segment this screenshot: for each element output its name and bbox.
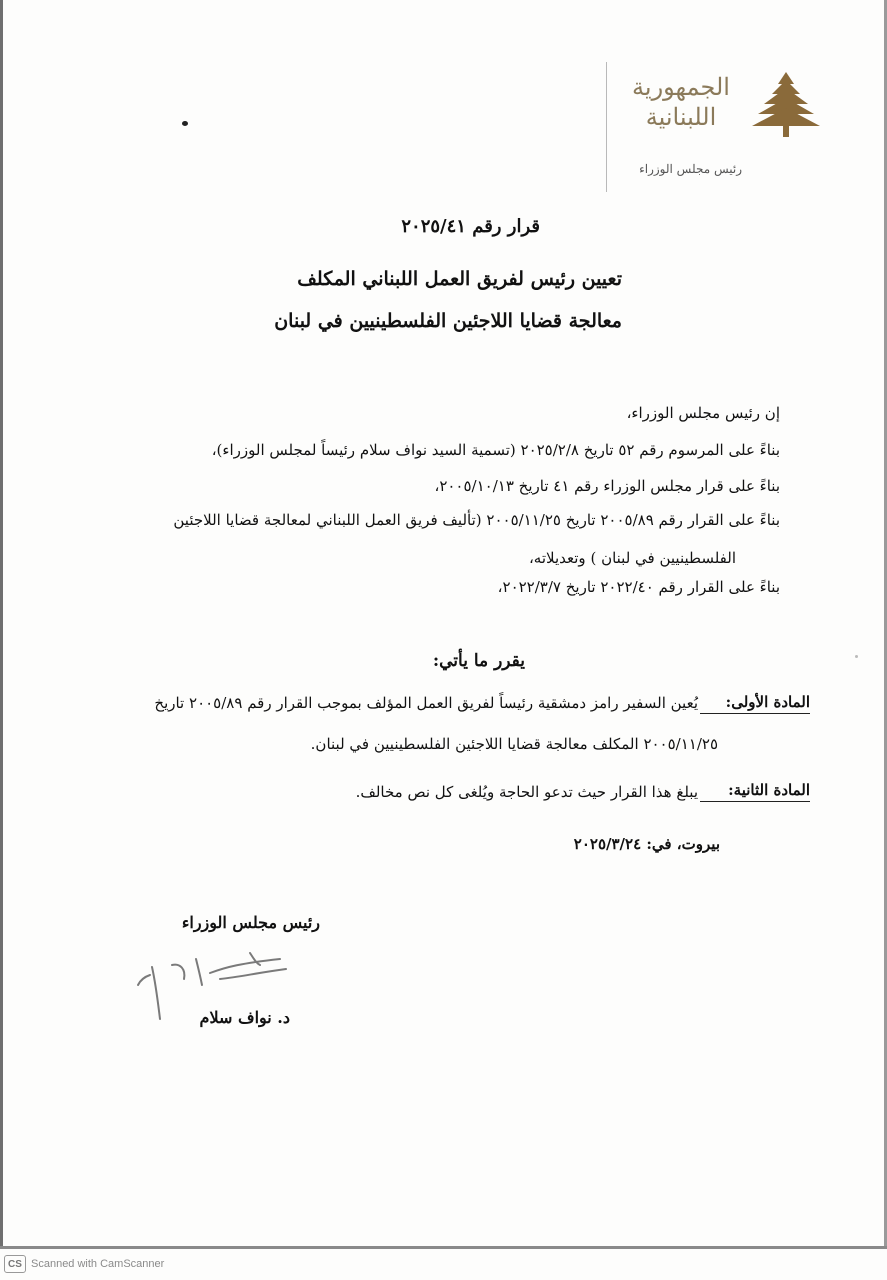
page-edge-bottom [0,1246,887,1249]
letterhead-divider [606,62,607,192]
republic-line-1: الجمهورية [632,73,730,101]
preamble-basis-3-continued: الفلسطينيين في لبنان ) وتعديلاته، [528,549,736,567]
article-1-label: المادة الأولى: [700,693,810,714]
republic-line-2: اللبنانية [645,103,717,131]
signatory-title: رئيس مجلس الوزراء [181,913,320,932]
preamble-basis-3: بناءً على القرار رقم ٢٠٠٥/٨٩ تاريخ ٢٠٠٥/١١/٢٥ (تأليف فريق العمل اللبناني لمعالجة قضايا اللاجئين [173,511,780,529]
article-1-text: يُعين السفير رامز دمشقية رئيساً لفريق العمل المؤلف بموجب القرار رقم ٢٠٠٥/٨٩ تاريخ [154,694,698,712]
preamble-basis-1: بناءً على المرسوم رقم ٥٢ تاريخ ٢٠٢٥/٢/٨ (تسمية السيد نواف سلام رئيساً لمجلس الوزراء)، [211,441,780,459]
preamble-opening: إن رئيس مجلس الوزراء، [626,404,780,422]
decision-title-line-1: تعيين رئيس لفريق العمل اللبناني المكلف [297,268,622,290]
camscanner-footer-text: Scanned with CamScanner [31,1258,165,1270]
decision-number: قرار رقم ٢٠٢٥/٤١ [401,216,540,237]
preamble-basis-2: بناءً على قرار مجلس الوزراء رقم ٤١ تاريخ ٢٠٠٥/١٠/١٣، [434,477,780,495]
article-2-text: يبلغ هذا القرار حيث تدعو الحاجة ويُلغى كل نص مخالف. [355,783,698,801]
cedar-emblem-icon [748,70,824,140]
page-edge-left [0,0,3,1248]
republic-wordmark [620,72,742,132]
resolves-heading: يقرر ما يأتي: [432,651,525,671]
decision-title-line-2: معالجة قضايا اللاجئين الفلسطينيين في لبنان [274,310,622,332]
camscanner-logo-icon: CS [4,1255,26,1273]
preamble-basis-4: بناءً على القرار رقم ٢٠٢٢/٤٠ تاريخ ٢٠٢٢/٣/٧، [497,578,780,596]
scan-speck [855,655,858,658]
article-1-text-continued: ٢٠٠٥/١١/٢٥ المكلف معالجة قضايا اللاجئين الفلسطينيين في لبنان. [310,735,718,753]
dateline: بيروت، في: ٢٠٢٥/٣/٢٤ [573,835,720,853]
office-title: رئيس مجلس الوزراء [639,162,742,176]
signatory-name: د. نواف سلام [199,1008,290,1027]
article-2-label: المادة الثانية: [700,781,810,802]
ink-dot [182,121,188,126]
